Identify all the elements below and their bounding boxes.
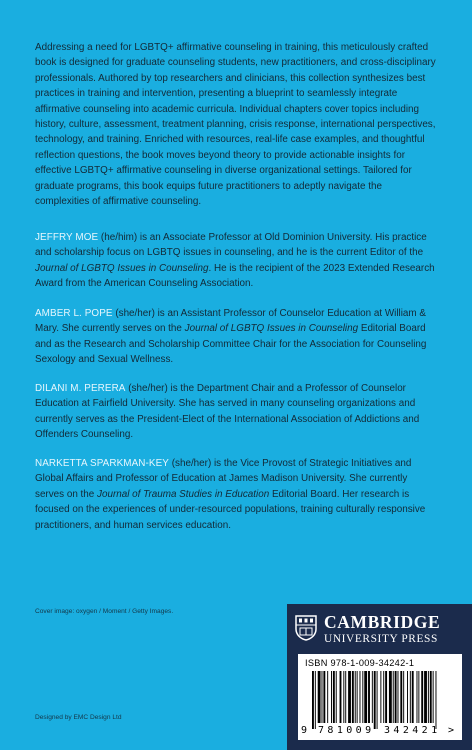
barcode-bar-19	[368, 671, 370, 723]
barcode-bar-36	[418, 671, 419, 723]
barcode-bar-31	[403, 671, 404, 723]
author-name: NARKETTA SPARKMAN-KEY	[35, 458, 169, 469]
barcode-bar-1	[315, 671, 316, 729]
barcode-bar-42	[436, 671, 437, 729]
barcode-bar-23	[380, 671, 381, 723]
journal-title: Journal of Trauma Studies in Education	[97, 488, 270, 500]
cover-image-credit: Cover image: oxygen / Moment / Getty Images.	[35, 608, 174, 615]
barcode-bar-17	[362, 671, 363, 723]
author-bio-pope: AMBER L. POPE (she/her) is an Assistant Professor of Counselor Education at William & Mary. She currently serves on the Journal of LGBTQ Issues in Counseling Editorial Board and as the Research and Scholarship Committee Chair for the Association for Counseling Sexology and Sexual Wellness.	[35, 308, 427, 366]
barcode-digit-lead: 9	[301, 725, 308, 736]
barcode-bar-22	[377, 671, 378, 729]
barcode-bar-7	[333, 671, 335, 723]
barcode-bar-18	[364, 671, 367, 723]
barcode-bar-24	[383, 671, 384, 723]
barcode-digits-left: 781009	[318, 725, 375, 736]
isbn-barcode	[298, 654, 462, 740]
barcode-bar-15	[357, 671, 358, 723]
barcode-bar-20	[372, 671, 373, 723]
author-bio-moe: JEFFRY MOE (he/him) is an Associate Professor at Old Dominion University. His practice and scholarship focus on LGBTQ issues in counseling, and he is the current Editor of the Journal of LGBTQ Issues in Counseling. He is the recipient of the 2023 Extended Research Award from the American Counseling Association.	[35, 232, 435, 290]
cambridge-crest-icon	[295, 615, 317, 641]
barcode-bar-35	[417, 671, 418, 723]
book-description: Addressing a need for LGBTQ+ affirmative counseling in training, this meticulously crafted book is designed for graduate counseling students, new practitioners, and cross-disciplinary professionals. Authored by top researchers and clinicians, this collection synthesizes best practices in training and intervention, presenting a blueprint to seamlessly integrate affirmative counseling into academic curricula. Individual chapters cover topics including history, culture, assessment, treatment planning, crisis response, international perspectives, technology, and training. Enriched with resources, real-life case examples, and thoughtful reflection questions, the book moves beyond theory to provide actionable insights for effective LGBTQ+ affirmative counseling in diverse organizational settings. Tailored for graduate programs, this book equips future practitioners to adeptly navigate the complexities of affirmative counseling.	[35, 42, 436, 208]
barcode-bar-29	[398, 671, 399, 723]
barcode-bar-21	[374, 671, 376, 729]
barcode-bars	[308, 671, 458, 731]
author-name: DILANI M. PERERA	[35, 383, 126, 394]
barcode-bar-4	[323, 671, 325, 723]
barcode-bar-9	[340, 671, 342, 723]
publisher-name-line1: CAMBRIDGE	[324, 612, 441, 632]
barcode-bar-5	[327, 671, 328, 723]
barcode-digits-right: 342421	[384, 725, 441, 736]
barcode-bar-38	[424, 671, 427, 723]
barcode-bar-14	[355, 671, 356, 723]
barcode-bar-3	[322, 671, 323, 723]
author-name: JEFFRY MOE	[35, 232, 99, 243]
isbn-label: ISBN 978-1-009-34242-1	[305, 658, 415, 668]
author-bio-sparkman-key: NARKETTA SPARKMAN-KEY (she/her) is the Vice Provost of Strategic Initiatives and Global Affairs and Professor of Education at James Madison University. She currently serves on the Journal of Trauma Studies in Education Editorial Board. Her research is focused on the experiences of under-resourced populations, training culturally responsive practitioners, and human services education.	[35, 458, 426, 531]
author-bio-perera: DILANI M. PERERA (she/her) is the Department Chair and a Professor of Counselor Education at Fairfield University. She has served in many counseling organizations and currently serves as the President-Elect of the International Association of Addictions and Offenders Counseling.	[35, 383, 420, 441]
barcode-bar-41	[433, 671, 434, 723]
barcode-arrow: >	[448, 725, 455, 736]
designer-credit: Designed by EMC Design Ltd	[35, 714, 122, 721]
journal-title: Journal of LGBTQ Issues in Counseling	[184, 323, 359, 335]
barcode-bar-11	[345, 671, 346, 723]
publisher-name-line2: UNIVERSITY PRESS	[324, 633, 438, 645]
barcode-bar-16	[360, 671, 361, 723]
barcode-bar-13	[352, 671, 354, 723]
journal-title: Journal of LGBTQ Issues in Counseling	[35, 262, 209, 274]
barcode-bar-33	[410, 671, 411, 723]
barcode-bar-12	[348, 671, 351, 723]
barcode-bar-0	[312, 671, 314, 729]
barcode-bar-39	[428, 671, 429, 723]
barcode-bar-2	[318, 671, 321, 723]
barcode-bar-6	[331, 671, 332, 723]
author-name: AMBER L. POPE	[35, 308, 113, 319]
barcode-bar-28	[395, 671, 397, 723]
barcode-bar-27	[393, 671, 394, 723]
barcode-bar-25	[385, 671, 387, 723]
barcode-bar-34	[412, 671, 414, 723]
publisher-block	[287, 604, 472, 750]
barcode-bar-32	[407, 671, 408, 723]
barcode-bar-8	[336, 671, 337, 723]
barcode-bar-30	[400, 671, 402, 723]
barcode-bar-40	[430, 671, 432, 723]
barcode-bar-10	[343, 671, 344, 723]
barcode-bar-37	[421, 671, 423, 723]
barcode-bar-26	[389, 671, 392, 723]
